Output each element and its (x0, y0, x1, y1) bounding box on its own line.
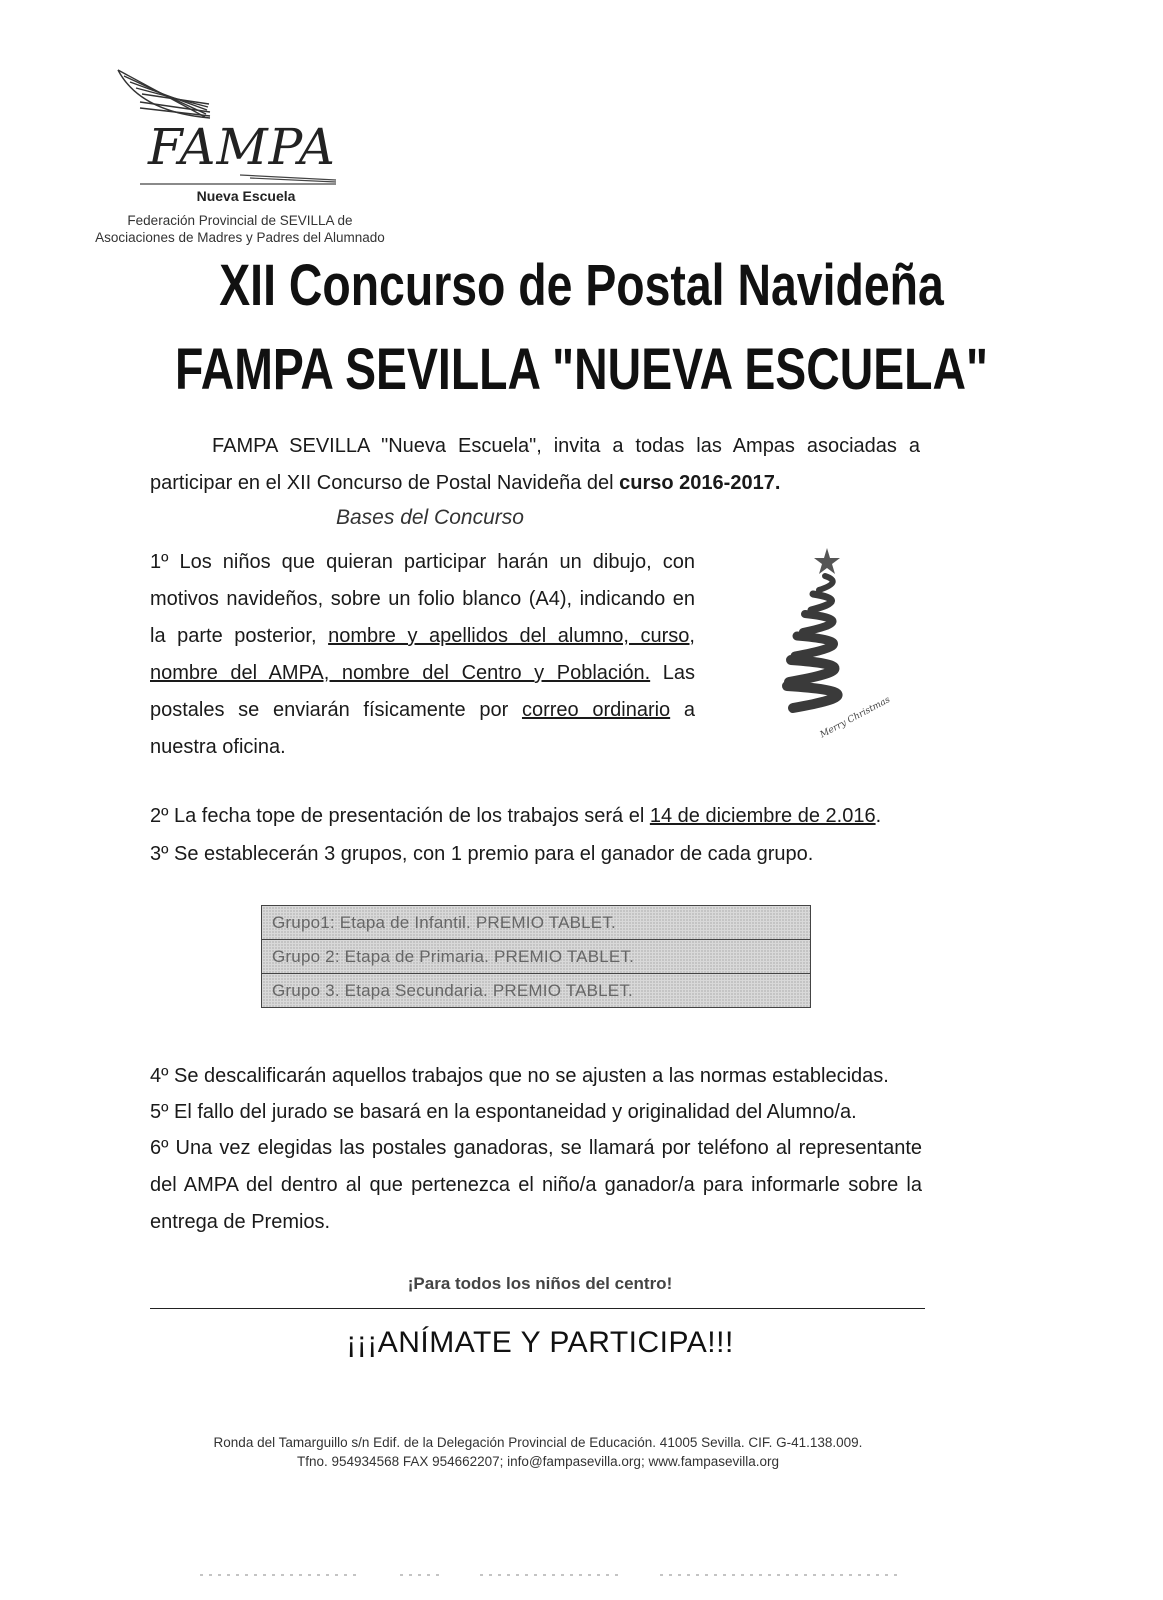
main-title-line-2: FAMPA SEVILLA "NUEVA ESCUELA" (174, 337, 989, 402)
address-line-2: Tfno. 954934568 FAX 954662207; info@fampasevilla.org; www.fampasevilla.org (297, 1454, 779, 1469)
rule-6: 6º Una vez elegidas las postales ganadoras, se llamará por teléfono al representante del AMPA del dentro al que pertenezca el niño/a ganador/a para informarle sobre la entrega de Premios. (150, 1137, 922, 1233)
rule-1-text-a: 1º Los niños que quieran participar harán un dibujo, con motivos navideños, sobre un folio blanco (A4), indicando en la parte posterior, (150, 551, 695, 647)
cta-big: ¡¡¡ANÍMATE Y PARTICIPA!!! (346, 1326, 734, 1359)
org-line-2: Asociaciones de Madres y Padres del Alumnado (95, 230, 385, 245)
christmas-tree-icon (775, 540, 905, 740)
group-3-cell: Grupo 3. Etapa Secundaria. PREMIO TABLET. (262, 974, 811, 1008)
rule-2-text: 2º La fecha tope de presentación de los trabajos será el (150, 805, 650, 827)
table-row (262, 974, 811, 1008)
org-line-1: Federación Provincial de SEVILLA de (127, 213, 353, 228)
tree-caption: Merry Christmas (818, 695, 892, 740)
bases-heading: Bases del Concurso (336, 506, 524, 529)
rule-5: 5º El fallo del jurado se basará en la espontaneidad y originalidad del Alumno/a. (150, 1101, 857, 1123)
group-2-cell: Grupo 2: Etapa de Primaria. PREMIO TABLET. (262, 940, 811, 974)
rule-2-end: . (875, 805, 882, 827)
intro-text: FAMPA SEVILLA "Nueva Escuela", invita a todas las Ampas asociadas a participar en el XII Concurso de Postal Navideña del (150, 435, 920, 494)
rule-1-text-c: a nuestra oficina. (150, 699, 695, 758)
contact-address (0, 1433, 1076, 1471)
rule-4: 4º Se descalificarán aquellos trabajos que no se ajusten a las normas establecidas. (150, 1065, 889, 1087)
table-row (262, 906, 811, 940)
address-line-1: Ronda del Tamarguillo s/n Edif. de la Delegación Provincial de Educación. 41005 Sevilla. CIF. G-41.138.009. (213, 1435, 863, 1450)
logo-wordmark: FAMPA (148, 118, 336, 176)
rule-2-deadline: 14 de diciembre de 2.016 (649, 805, 876, 827)
rule-1-required-fields: nombre y apellidos del alumno, curso, nombre del AMPA, nombre del Centro y Población. (150, 625, 695, 684)
divider (150, 1308, 925, 1309)
fampa-logo (110, 62, 350, 212)
table-row (262, 940, 811, 974)
logo-subtitle: Nueva Escuela (196, 188, 296, 204)
rule-1-text-b: Las postales se enviarán físicamente por (150, 662, 695, 721)
rule-3: 3º Se establecerán 3 grupos, con 1 premio para el ganador de cada grupo. (150, 843, 814, 865)
intro-paragraph (150, 428, 920, 502)
groups-table (261, 905, 811, 1008)
organization-name (80, 212, 400, 246)
rule-1 (150, 544, 695, 766)
group-1-cell: Grupo1: Etapa de Infantil. PREMIO TABLET. (262, 906, 811, 940)
scan-dotted-line (0, 1570, 1163, 1580)
main-title-line-1: XII Concurso de Postal Navideña (219, 253, 944, 318)
intro-course: curso 2016-2017. (619, 472, 781, 494)
cta-small: ¡Para todos los niños del centro! (407, 1274, 673, 1293)
rule-2 (150, 798, 940, 835)
rule-1-mail-method: correo ordinario (521, 699, 671, 721)
